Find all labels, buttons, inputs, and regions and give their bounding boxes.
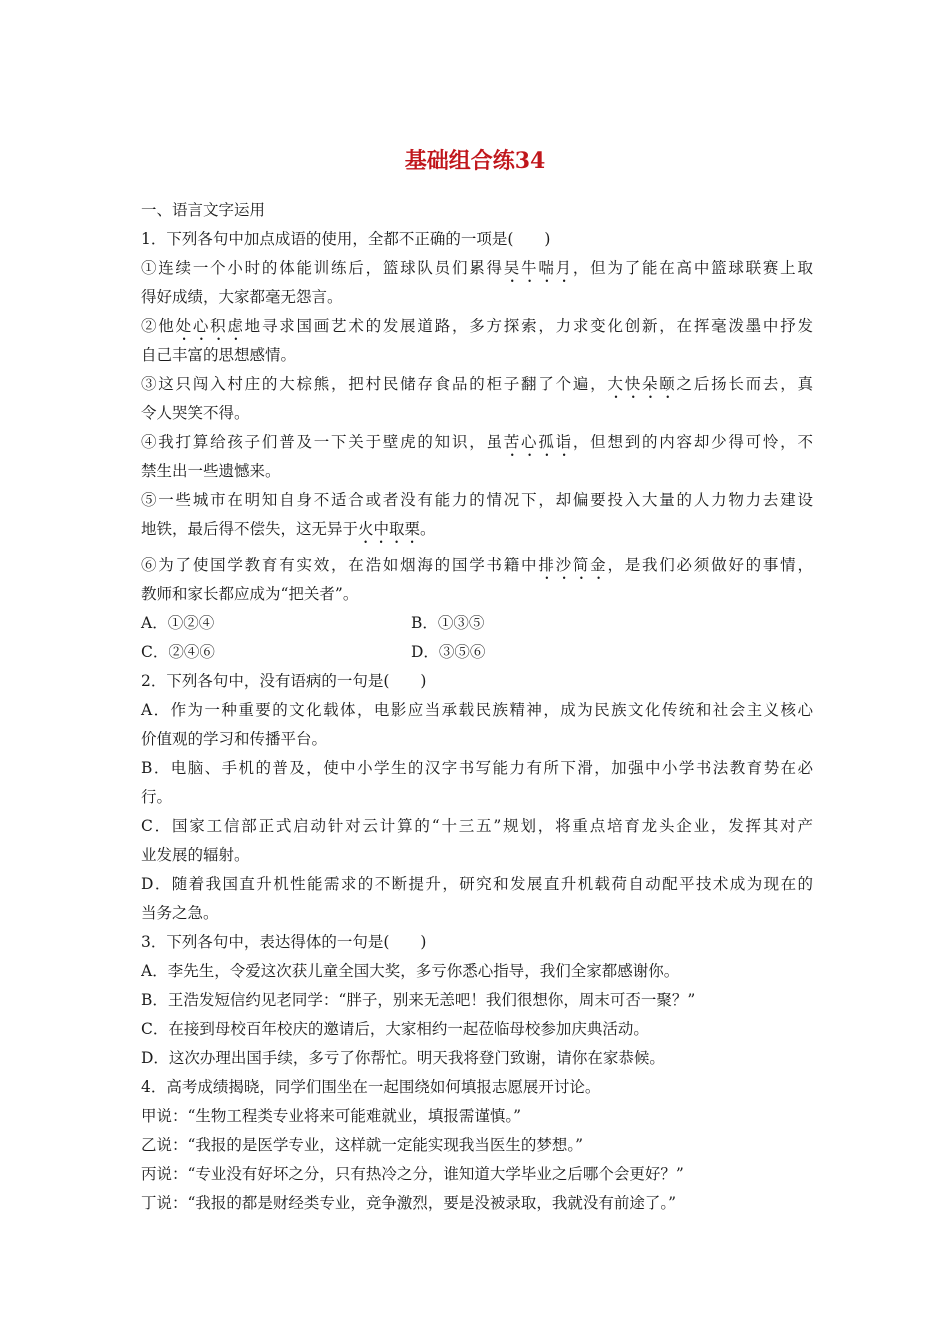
q2-option-c-line-2: 业发展的辐射。	[141, 846, 250, 864]
q1-options-row-2	[141, 638, 813, 667]
q1-sentence-4-line-2: 禁生出一些遗憾来。	[141, 462, 281, 480]
q2-option-a-line-1: A．作为一种重要的文化载体，电影应当承载民族精神，成为民族文化传统和社会主义核心	[141, 701, 813, 719]
q1-sentence-2-line-2: 自己丰富的思想感情。	[141, 346, 297, 364]
question-1-stem: 1．下列各句中加点成语的使用，全都不正确的一项是( )	[141, 230, 551, 248]
emphasized-idiom: 排沙简金	[538, 556, 608, 574]
q3-option-d: D．这次办理出国手续，多亏了你帮忙。明天我将登门致谢，请你在家恭候。	[141, 1049, 665, 1067]
emphasized-idiom: 火中取栗	[358, 520, 421, 538]
q2-option-b-line-1: B．电脑、手机的普及，使中小学生的汉字书写能力有所下滑，加强中小学书法教育势在必	[141, 759, 813, 777]
q1-options-row-1	[141, 609, 813, 638]
emphasized-idiom: 苦心孤诣	[503, 433, 573, 451]
q2-option-b-line-2: 行。	[141, 788, 173, 806]
q1-sentence-5-line-1: ⑤一些城市在明知自身不适合或者没有能力的情况下，却偏要投入大量的人力物力去建设	[141, 491, 813, 509]
q3-option-b: B．王浩发短信约见老同学：“胖子，别来无恙吧！我们很想你，周末可否一聚？”	[141, 991, 696, 1009]
q1-option-a: A．①②④	[141, 614, 215, 632]
q1-sentence-1-line-2: 得好成绩，大家都毫无怨言。	[141, 288, 343, 306]
q4-speaker-yi: 乙说：“我报的是医学专业，这样就一定能实现我当医生的梦想。”	[141, 1136, 584, 1154]
q2-option-d-line-1: D．随着我国直升机性能需求的不断提升，研究和发展直升机载荷自动配平技术成为现在的	[141, 875, 813, 893]
q4-speaker-jia: 甲说：“生物工程类专业将来可能难就业，填报需谨慎。”	[141, 1107, 522, 1125]
emphasized-idiom: 吴牛喘月	[503, 259, 573, 277]
q1-sentence-2-line-1: ②他处心积虑地寻求国画艺术的发展道路，多方探索，力求变化创新，在挥毫泼墨中抒发	[141, 317, 813, 335]
q4-speaker-ding: 丁说：“我报的都是财经类专业，竞争激烈，要是没被录取，我就没有前途了。”	[141, 1194, 677, 1212]
q1-sentence-6-line-2: 教师和家长都应成为“把关者”。	[141, 585, 359, 603]
q1-sentence-4-line-1: ④我打算给孩子们普及一下关于壁虎的知识，虽苦心孤诣，但想到的内容却少得可怜，不	[141, 433, 813, 451]
emphasized-idiom: 处心积虑	[175, 317, 245, 335]
q1-option-d: D．③⑤⑥	[411, 643, 486, 661]
page-title: 基础组合练34	[404, 148, 546, 174]
q1-sentence-6-line-1: ⑥为了使国学教育有实效，在浩如烟海的国学书籍中排沙简金，是我们必须做好的事情，	[141, 556, 813, 574]
q1-sentence-3-line-1: ③这只闯入村庄的大棕熊，把村民储存食品的柜子翻了个遍，大快朵颐之后扬长而去，真	[141, 375, 813, 393]
q1-option-c: C．②④⑥	[141, 643, 215, 661]
question-3-stem: 3．下列各句中，表达得体的一句是( )	[141, 933, 427, 951]
q2-option-a-line-2: 价值观的学习和传播平台。	[141, 730, 328, 748]
q4-speaker-bing: 丙说：“专业没有好坏之分，只有热冷之分，谁知道大学毕业之后哪个会更好？”	[141, 1165, 684, 1183]
q2-option-c-line-1: C．国家工信部正式启动针对云计算的“十三五”规划，将重点培育龙头企业，发挥其对产	[141, 817, 813, 835]
q3-option-c: C．在接到母校百年校庆的邀请后，大家相约一起莅临母校参加庆典活动。	[141, 1020, 649, 1038]
question-2-stem: 2．下列各句中，没有语病的一句是( )	[141, 672, 427, 690]
question-4-stem: 4．高考成绩揭晓，同学们围坐在一起围绕如何填报志愿展开讨论。	[141, 1078, 601, 1096]
emphasized-idiom: 大快朵颐	[607, 375, 677, 393]
q1-sentence-3-line-2: 令人哭笑不得。	[141, 404, 250, 422]
q1-sentence-5-line-2: 地铁，最后得不偿失，这无异于火中取栗。	[141, 520, 436, 538]
q1-option-b: B．①③⑤	[411, 614, 485, 632]
q2-option-d-line-2: 当务之急。	[141, 904, 219, 922]
q1-sentence-1-line-1: ①连续一个小时的体能训练后，篮球队员们累得吴牛喘月，但为了能在高中篮球联赛上取	[141, 259, 813, 277]
document-body	[141, 196, 813, 1218]
section-heading: 一、语言文字运用	[141, 201, 266, 219]
q3-option-a: A．李先生，令爱这次获儿童全国大奖，多亏你悉心指导，我们全家都感谢你。	[141, 962, 680, 980]
